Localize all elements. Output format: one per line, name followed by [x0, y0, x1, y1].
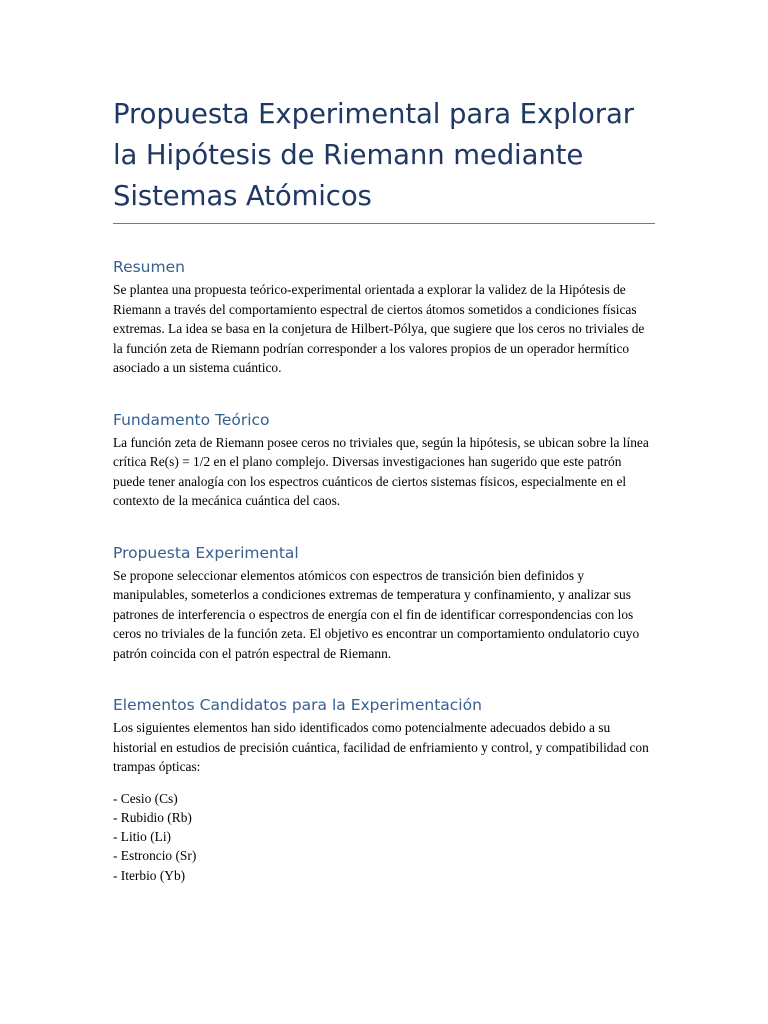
list-item: - Rubidio (Rb)	[113, 809, 192, 825]
section-resumen	[113, 257, 655, 378]
list-item: - Estroncio (Sr)	[113, 848, 197, 864]
document-title: Propuesta Experimental para Explorar la Hipótesis de Riemann mediante Sistemas Atómicos	[113, 94, 655, 224]
section-fundamento-teorico	[113, 410, 655, 511]
section-body-fundamento-teorico: La función zeta de Riemann posee ceros no triviales que, según la hipótesis, se ubican sobre la línea crítica Re(s) = 1/2 en el plano complejo. Diversas investigaciones han sugerido que este patrón puede tener analogía con los espectros cuánticos de ciertos sistemas físicos, especialmente en el contexto de la mecánica cuántica del caos.	[113, 434, 649, 508]
section-body-elementos-candidatos: Los siguientes elementos han sido identificados como potencialmente adecuados debido a su historial en estudios de precisión cuántica, facilidad de enfriamiento y control, y compatibilidad con trampas ópticas:	[113, 720, 649, 774]
list-item: - Litio (Li)	[113, 829, 172, 845]
section-body-propuesta-experimental: Se propone seleccionar elementos atómicos con espectros de transición bien definidos y manipulables, someterlos a condiciones extremas de temperatura y confinamiento, y analizar sus patrones de interferencia o espectros de energía con el fin de identificar correspondencias con los ceros no triviales de la función zeta. El objetivo es encontrar un comportamiento ondulatorio cuyo patrón coincida con el patrón espectral de Riemann.	[113, 567, 640, 661]
element-list	[113, 789, 655, 885]
section-heading-elementos-candidatos: Elementos Candidatos para la Experimentación	[113, 696, 482, 714]
section-heading-resumen: Resumen	[113, 258, 185, 276]
section-body-resumen: Se plantea una propuesta teórico-experimental orientada a explorar la validez de la Hipótesis de Riemann a través del comportamiento espectral de ciertos átomos sometidos a condiciones físicas extremas. La idea se basa en la conjetura de Hilbert-Pólya, que sugiere que los ceros no triviales de la función zeta de Riemann podrían corresponder a los valores propios de un operador hermítico asociado a un sistema cuántico.	[113, 282, 645, 375]
section-heading-fundamento-teorico: Fundamento Teórico	[113, 410, 270, 429]
section-propuesta-experimental	[113, 543, 655, 664]
list-item: - Cesio (Cs)	[113, 790, 178, 806]
section-heading-propuesta-experimental: Propuesta Experimental	[113, 543, 299, 562]
document-page	[113, 0, 655, 885]
list-item: - Iterbio (Yb)	[113, 867, 186, 883]
section-elementos-candidatos	[113, 695, 655, 885]
